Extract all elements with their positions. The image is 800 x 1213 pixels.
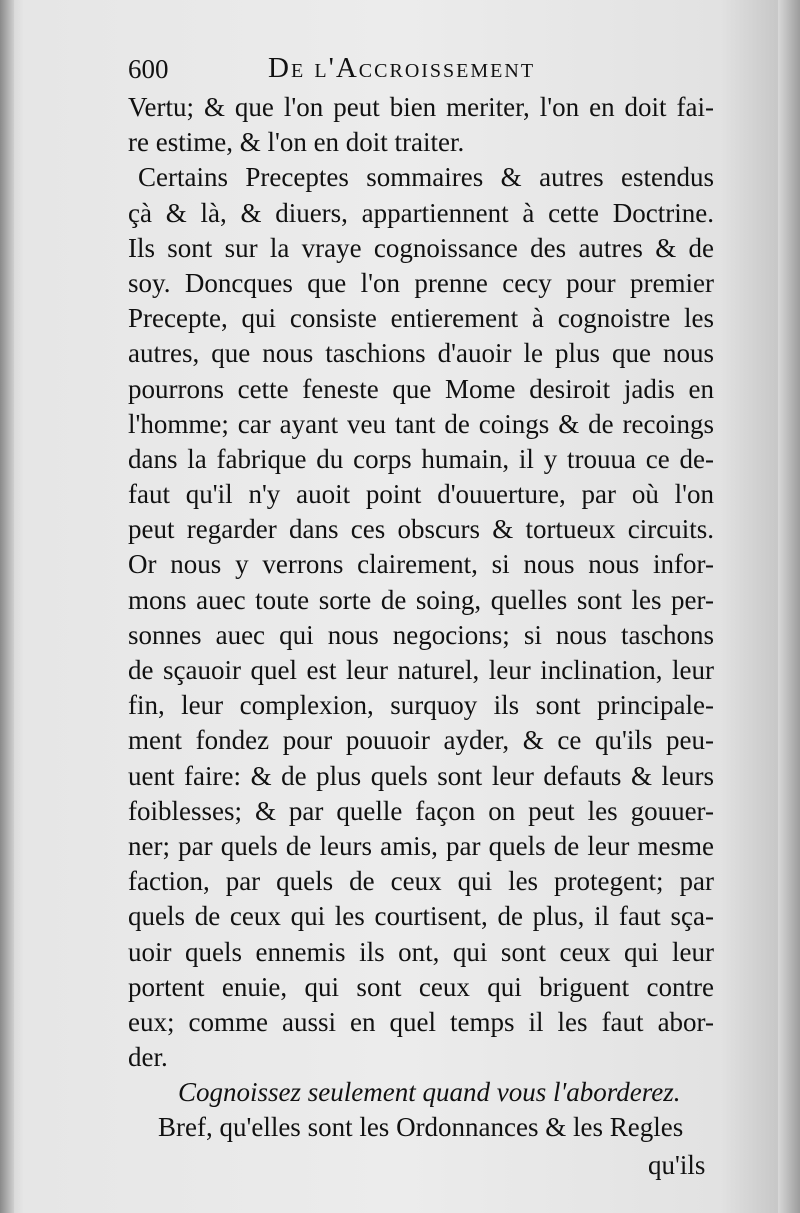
text-line: ner; par quels de leurs amis, par quels de leur mesme <box>128 830 714 861</box>
text-line: l'homme; car ayant veu tant de coings & de recoings <box>128 408 714 439</box>
text-line: dans la fabrique du corps humain, il y trouua ce de- <box>128 443 714 474</box>
text-line: der. <box>128 1042 168 1073</box>
text-line: pourrons cette feneste que Mome desiroit jadis en <box>128 373 714 404</box>
italic-quote: Cognoissez seulement quand vous l'aborderez. <box>178 1077 681 1108</box>
text-line: autres, que nous taschions d'auoir le plus que nous <box>128 338 714 369</box>
text-line: Bref, qu'elles sont les Ordonnances & les Regles <box>158 1112 684 1143</box>
text-line: sonnes auec qui nous negocions; si nous taschons <box>128 619 714 650</box>
text-line: de sçauoir quel est leur naturel, leur inclination, leur <box>128 655 714 685</box>
text-line: faut qu'il n'y auoit point d'ouuerture, par où l'on <box>128 479 714 510</box>
text-line: uoir quels ennemis ils ont, qui sont ceux qui leur <box>128 936 714 967</box>
text-line: Or nous y verrons clairement, si nous nous infor- <box>128 549 714 580</box>
text-line: peut regarder dans ces obscurs & tortueux circuits. <box>128 514 714 545</box>
page-number: 600 <box>128 54 169 84</box>
text-line: eux; comme aussi en quel temps il les faut abor- <box>128 1006 714 1037</box>
text-line: portent enuie, qui sont ceux qui briguent contre <box>128 971 714 1002</box>
body-text <box>128 90 714 1146</box>
page-header <box>128 50 688 92</box>
text-line: Ils sont sur la vraye cognoissance des autres & de <box>128 232 714 263</box>
text-line: çà & là, & diuers, appartiennent à cette Doctrine. <box>128 197 714 228</box>
catchword: qu'ils <box>648 1150 706 1180</box>
page-edge-shadow <box>778 0 800 1213</box>
text-line: mons auec toute sorte de soing, quelles sont les per- <box>128 584 714 615</box>
text-line: re estime, & l'on en doit traiter. <box>128 127 465 158</box>
text-line: faction, par quels de ceux qui les protegent; par <box>128 866 714 897</box>
text-line: Certains Preceptes sommaires & autres estendus <box>138 162 714 193</box>
text-line: foiblesses; & par quelle façon on peut les gouuer- <box>128 795 714 826</box>
page-gutter-shadow <box>0 0 14 1213</box>
running-title: De l'Accroissement <box>268 52 536 84</box>
text-line: Vertu; & que l'on peut bien meriter, l'on en doit fai- <box>128 92 714 122</box>
text-line: soy. Doncques que l'on prenne cecy pour premier <box>128 267 714 298</box>
text-line: fin, leur complexion, surquoy ils sont principale- <box>128 690 714 721</box>
text-line: uent faire: & de plus quels sont leur defauts & leurs <box>128 760 714 791</box>
text-line: quels de ceux qui les courtisent, de plus, il faut sça- <box>128 901 714 932</box>
text-line: Precepte, qui consiste entierement à cognoistre les <box>128 303 714 334</box>
text-line: ment fondez pour pouuoir ayder, & ce qu'ils peu- <box>128 725 714 756</box>
